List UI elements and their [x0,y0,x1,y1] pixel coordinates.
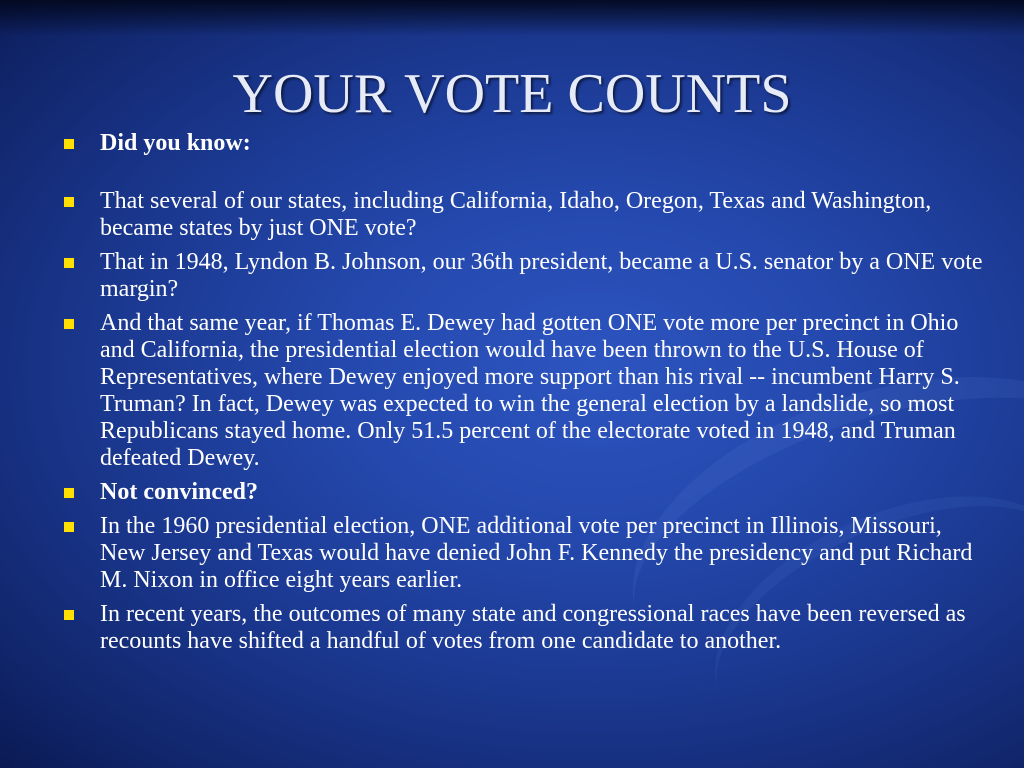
square-bullet-icon [64,488,74,498]
list-item [60,310,990,472]
list-item [60,130,990,157]
square-bullet-icon [64,197,74,207]
square-bullet-icon [64,610,74,620]
list-item [60,188,990,242]
list-item [60,601,990,655]
square-bullet-icon [64,522,74,532]
list-item-text: That in 1948, Lyndon B. Johnson, our 36th president, became a U.S. senator by a ONE vote margin? [100,249,983,302]
slide-title: YOUR VOTE COUNTS [232,63,792,125]
list-item [60,249,990,303]
list-item [60,479,990,506]
bullet-list [60,130,990,662]
list-item-text: In the 1960 presidential election, ONE additional vote per precinct in Illinois, Missouri, New Jersey and Texas would have denied John F. Kennedy the presidency and put Richard M. Nixon in office eight years earlier. [100,513,973,593]
list-item-text: And that same year, if Thomas E. Dewey had gotten ONE vote more per precinct in Ohio and California, the presidential election would have been thrown to the U.S. House of Representatives, where Dewey enjoyed more support than his rival -- incumbent Harry S. Truman? In fact, Dewey was expected to win the general election by a landslide, so most Republicans stayed home. Only 51.5 percent of the electorate voted in 1948, and Truman defeated Dewey. [100,310,960,471]
square-bullet-icon [64,319,74,329]
list-item [60,513,990,594]
list-item-text: That several of our states, including California, Idaho, Oregon, Texas and Washington, became states by just ONE vote? [100,188,932,241]
square-bullet-icon [64,139,74,149]
list-item-text: Did you know: [100,130,251,156]
list-item-text: In recent years, the outcomes of many state and congressional races have been reversed as recounts have shifted a handful of votes from one candidate to another. [100,601,966,654]
square-bullet-icon [64,258,74,268]
list-item-text: Not convinced? [100,479,258,505]
